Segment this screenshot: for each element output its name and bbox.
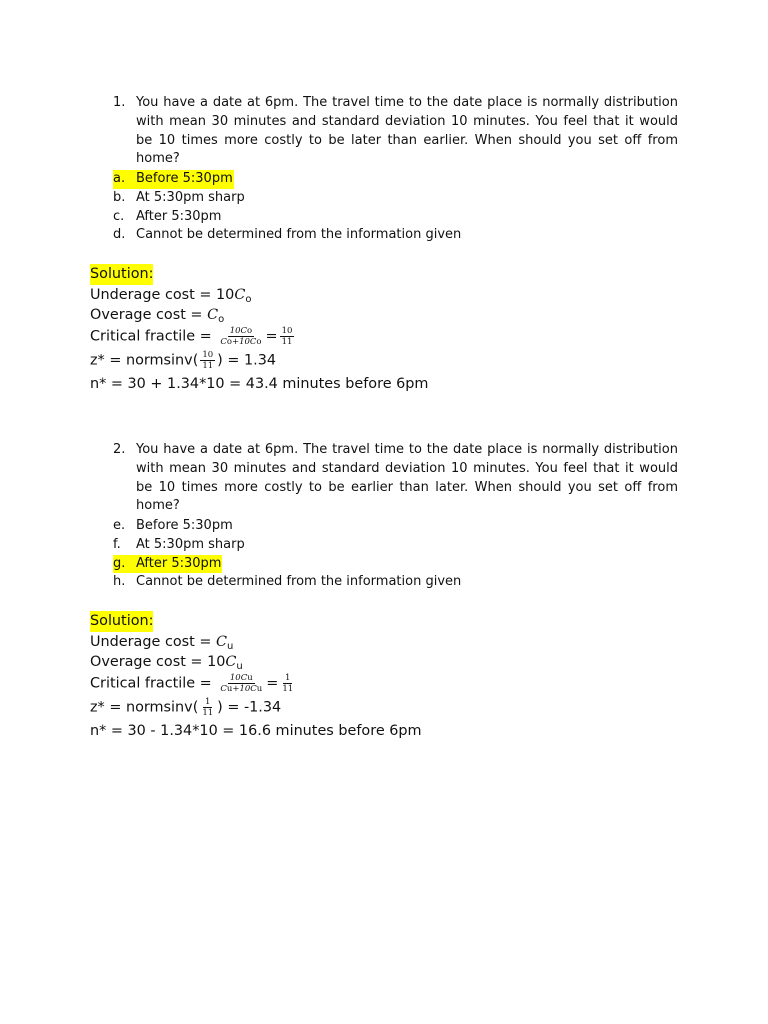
option-row — [113, 170, 461, 189]
question-number: 2. — [113, 442, 126, 457]
z-frac-num: 10 — [202, 349, 214, 360]
solution-1 — [90, 264, 428, 394]
question-1 — [113, 94, 678, 169]
result-num: 10 — [281, 325, 293, 336]
option-text: At 5:30pm sharp — [136, 189, 245, 205]
result-fraction — [280, 673, 295, 694]
result-num: 1 — [285, 672, 291, 683]
option-letter: f. — [113, 536, 121, 552]
option-h[interactable] — [113, 573, 461, 592]
option-a[interactable] — [113, 170, 234, 189]
frac-den-a: C — [220, 336, 227, 347]
option-letter: a. — [113, 171, 126, 186]
critical-fractile-line — [90, 326, 428, 350]
solution-title: Solution: — [90, 611, 153, 632]
z-line — [90, 697, 422, 721]
overage-line — [90, 305, 428, 326]
option-g[interactable] — [113, 555, 222, 574]
option-e[interactable] — [113, 517, 461, 536]
z-frac-den: 11 — [202, 360, 214, 371]
question-text: You have a date at 6pm. The travel time to the date place is normally distribution with mean 30 minutes and standard deviation 10 minutes. You feel that it would be 10 times more costly to be earlier than later. When should you set off from home? — [136, 442, 678, 514]
result-den: 11 — [281, 336, 293, 347]
option-d[interactable] — [113, 226, 461, 245]
option-letter: c. — [113, 208, 125, 224]
z-fraction — [200, 350, 215, 371]
question-2 — [113, 441, 678, 516]
overage-line — [90, 652, 422, 673]
frac-den-b: +10C — [232, 683, 257, 694]
overage-label: Overage cost = — [90, 654, 208, 670]
critical-label: Critical fractile = — [90, 328, 217, 344]
option-text: After 5:30pm — [136, 555, 222, 571]
n-line: n* = 30 - 1.34*10 = 16.6 minutes before 6pm — [90, 722, 422, 739]
underage-label: Underage cost = — [90, 286, 217, 303]
n-line: n* = 30 + 1.34*10 = 43.4 minutes before 6pm — [90, 375, 429, 392]
option-text: At 5:30pm sharp — [136, 536, 245, 552]
option-letter: g. — [113, 555, 126, 571]
critical-fractile-line — [90, 673, 422, 697]
frac-num-sub: u — [247, 672, 253, 683]
fraction — [218, 326, 263, 347]
overage-var: C — [207, 307, 219, 323]
result-fraction — [280, 326, 295, 347]
underage-coef: 10 — [216, 286, 235, 303]
option-c[interactable] — [113, 208, 461, 227]
overage-label: Overage cost = — [90, 307, 208, 323]
frac-den-a-sub: u — [226, 683, 233, 694]
frac-den-a: C — [220, 683, 227, 694]
question-number: 1. — [113, 95, 126, 110]
underage-sub: u — [227, 640, 234, 652]
underage-sub: o — [245, 293, 252, 305]
option-text: Cannot be determined from the information given — [136, 227, 462, 243]
underage-label: Underage cost = — [90, 633, 217, 650]
option-letter: b. — [113, 189, 126, 205]
option-text: Cannot be determined from the information given — [136, 574, 462, 590]
z-result: ) = 1.34 — [217, 352, 277, 368]
z-label: z* = normsinv( — [90, 699, 199, 715]
underage-var: C — [234, 286, 246, 303]
z-frac-den: 11 — [202, 707, 214, 718]
z-label: z* = normsinv( — [90, 352, 199, 368]
underage-var: C — [216, 633, 228, 650]
frac-den-a-sub: o — [226, 336, 232, 347]
frac-num: 10C — [229, 672, 248, 683]
solution-2 — [90, 611, 422, 741]
equals-sign: = — [266, 675, 279, 691]
critical-label: Critical fractile = — [90, 675, 217, 691]
overage-var: C — [225, 654, 237, 670]
z-frac-num: 1 — [205, 696, 211, 707]
option-f[interactable] — [113, 536, 461, 555]
frac-num-sub: o — [247, 325, 253, 336]
overage-sub: u — [236, 661, 243, 672]
z-result: ) = -1.34 — [217, 699, 282, 715]
option-letter: e. — [113, 518, 126, 533]
frac-den-b-sub: o — [256, 336, 262, 347]
underage-line — [90, 285, 428, 306]
z-line — [90, 350, 428, 374]
option-text: Before 5:30pm — [136, 518, 233, 533]
frac-den-b-sub: u — [256, 683, 263, 694]
option-text: After 5:30pm — [136, 208, 222, 224]
solution-title: Solution: — [90, 264, 153, 285]
option-row — [113, 555, 461, 574]
fraction — [218, 673, 264, 694]
option-b[interactable] — [113, 189, 461, 208]
underage-line — [90, 632, 422, 653]
question-text: You have a date at 6pm. The travel time to the date place is normally distribution with mean 30 minutes and standard deviation 10 minutes. You feel that it would be 10 times more costly to be later than earlier. When should you set off from home? — [136, 95, 678, 167]
option-letter: h. — [113, 574, 126, 590]
option-text: Before 5:30pm — [136, 171, 233, 186]
frac-num: 10C — [229, 325, 248, 336]
option-letter: d. — [113, 227, 126, 243]
options-list-1 — [113, 170, 461, 245]
options-list-2 — [113, 517, 461, 592]
equals-sign: = — [265, 328, 278, 344]
overage-coef: 10 — [207, 654, 226, 670]
frac-den-b: +10C — [231, 336, 257, 347]
z-fraction — [200, 697, 215, 718]
overage-sub: o — [218, 314, 225, 325]
result-den: 11 — [282, 683, 294, 694]
